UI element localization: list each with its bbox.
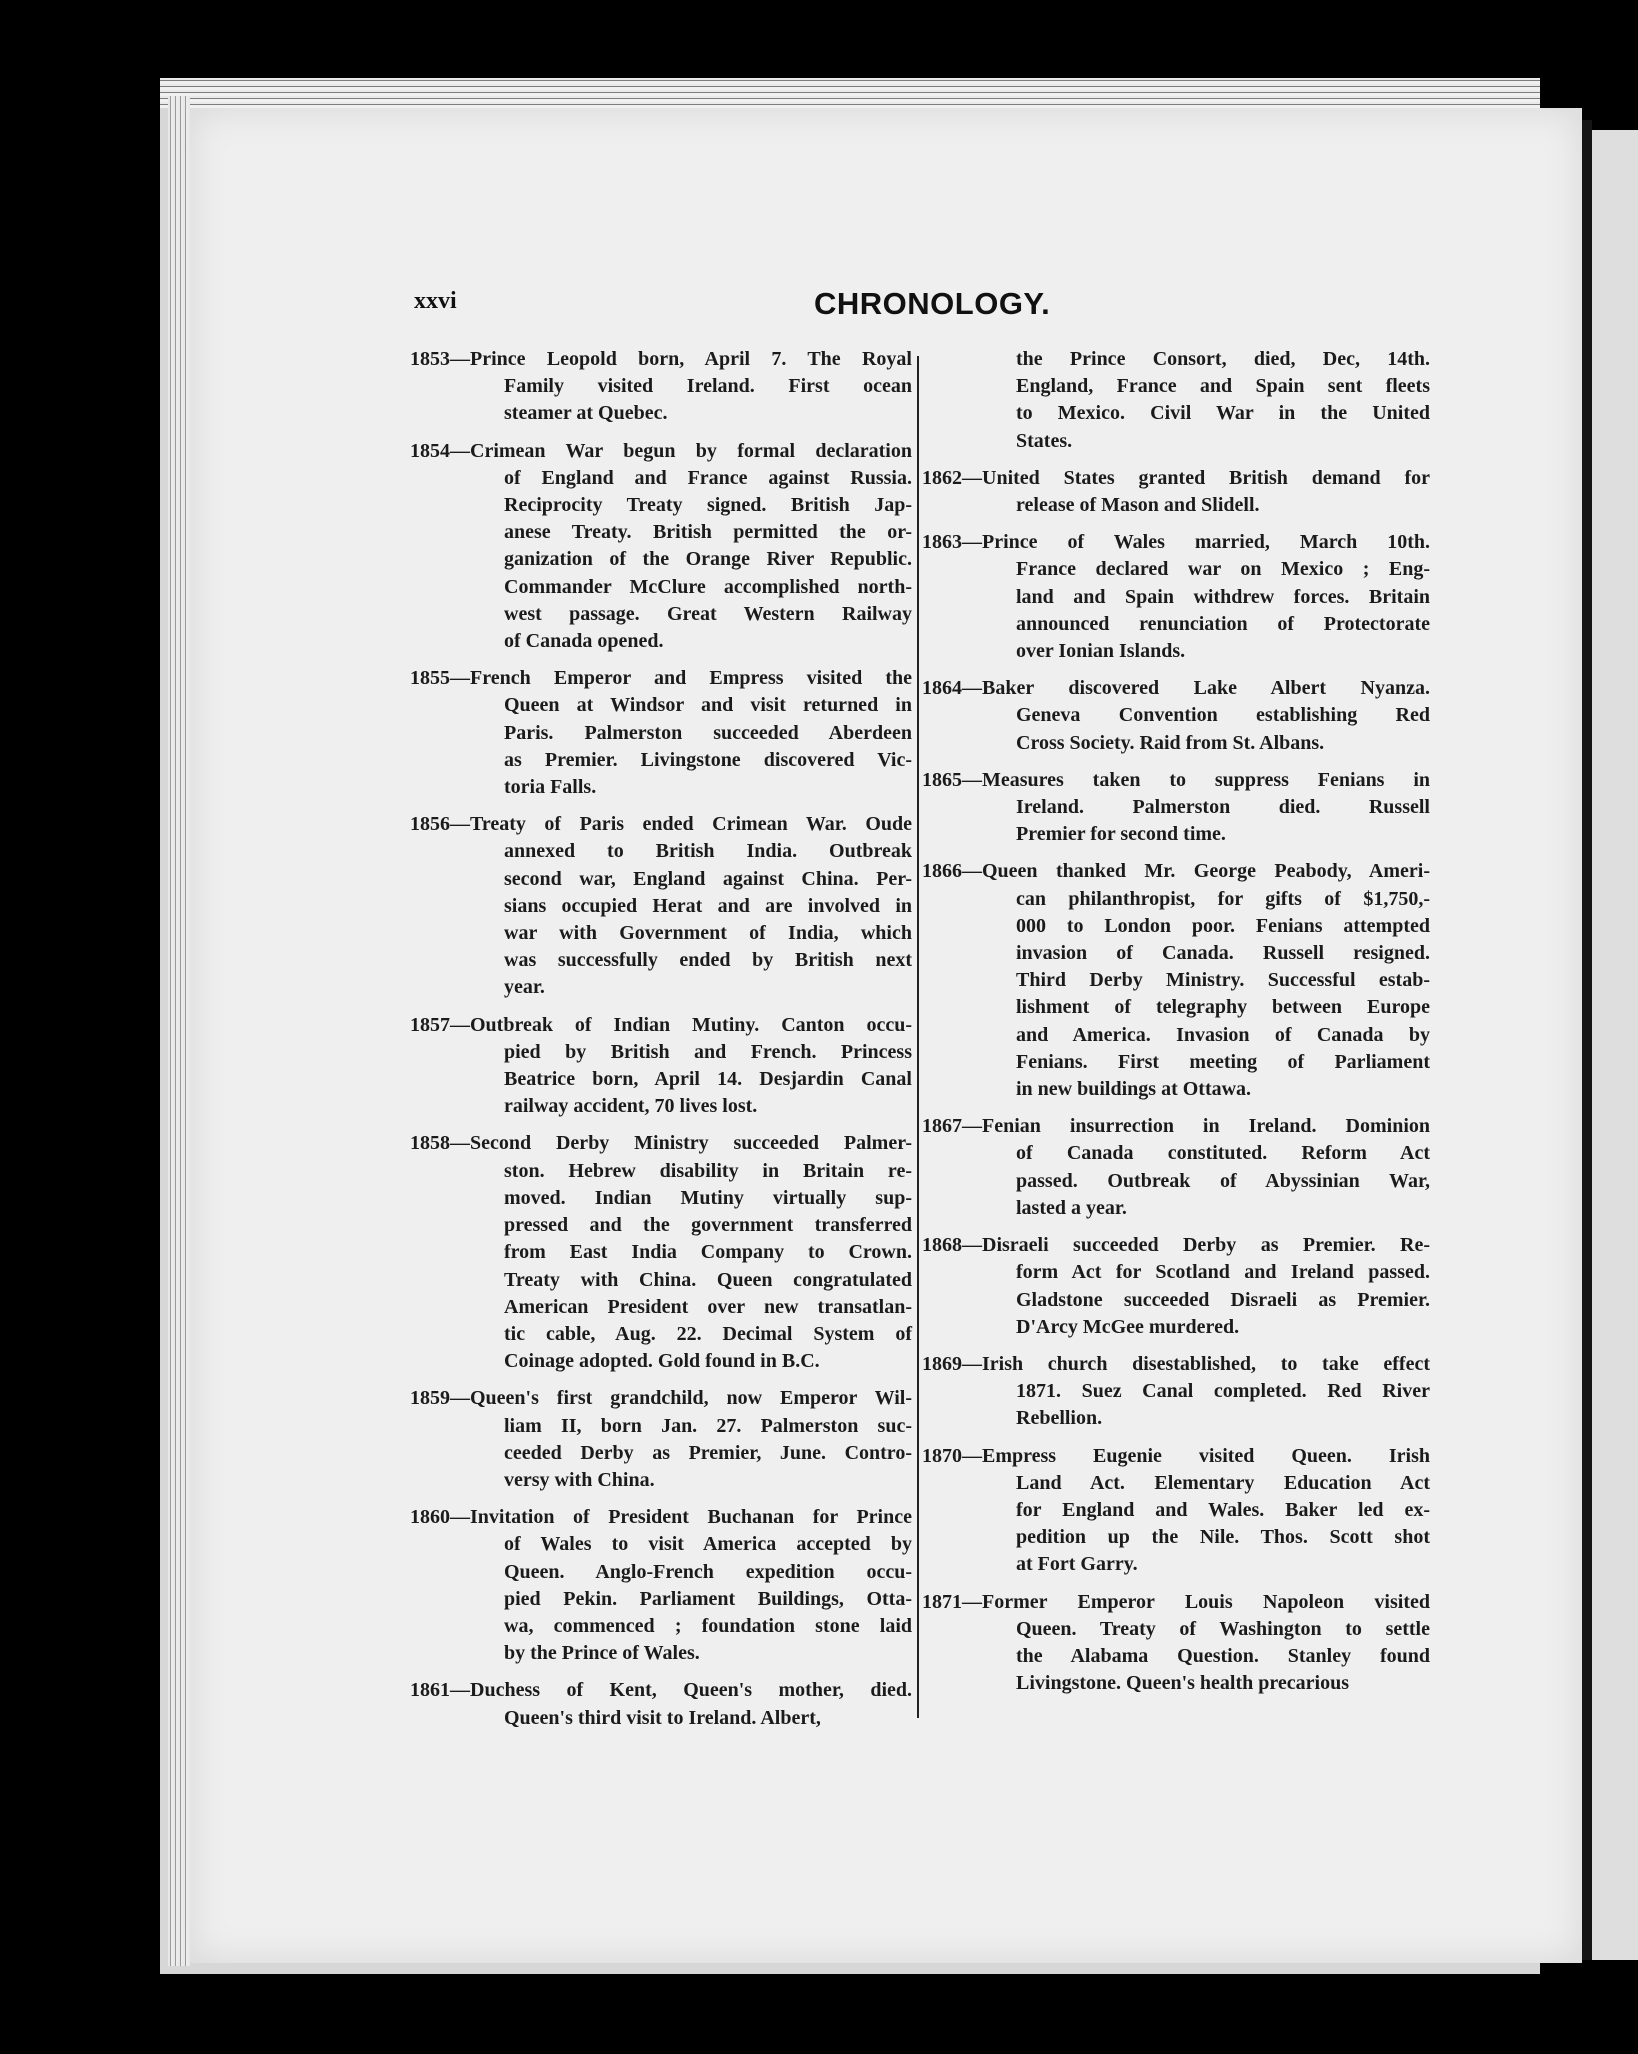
entry-line: form Act for Scotland and Ireland passed. — [1016, 1261, 1430, 1284]
entry-line: Family visited Ireland. First ocean — [504, 375, 912, 398]
entry-line: 1871. Suez Canal completed. Red River — [1016, 1380, 1430, 1403]
entry-line: Queen. Treaty of Washington to settle — [1016, 1617, 1430, 1640]
entry-line: the Alabama Question. Stanley found — [1016, 1644, 1430, 1667]
entry-line: sians occupied Herat and are involved in — [504, 894, 912, 917]
entry-line: pedition up the Nile. Thos. Scott shot — [1016, 1526, 1430, 1549]
entry-line: of England and France against Russia. — [504, 466, 912, 489]
book-top-edge — [160, 78, 1540, 108]
chronology-entry — [410, 1012, 912, 1121]
entry-line: to Mexico. Civil War in the United — [1016, 402, 1430, 425]
entry-line: 1857—Outbreak of Indian Mutiny. Canton occu- — [410, 1013, 912, 1036]
entry-line: of Canada opened. — [504, 630, 664, 653]
adjacent-page-strip — [1592, 130, 1638, 1960]
book-page-edges — [168, 96, 190, 1966]
entry-line: 1870—Empress Eugenie visited Queen. Irish — [922, 1444, 1430, 1467]
chronology-entry — [922, 1113, 1430, 1222]
chronology-entry — [410, 438, 912, 656]
entry-line: Land Act. Elementary Education Act — [1016, 1471, 1430, 1494]
chronology-entry — [410, 1385, 912, 1494]
entry-line: Rebellion. — [1016, 1407, 1103, 1430]
entry-line: over Ionian Islands. — [1016, 640, 1186, 663]
entry-line: Queen at Windsor and visit returned in — [504, 694, 912, 717]
chronology-entry — [922, 767, 1430, 849]
entry-line: 1859—Queen's first grandchild, now Emperor Wil- — [410, 1387, 912, 1410]
entry-line: lasted a year. — [1016, 1196, 1127, 1219]
entry-line: 1864—Baker discovered Lake Albert Nyanza. — [922, 677, 1430, 700]
entry-line: tic cable, Aug. 22. Decimal System of — [504, 1322, 912, 1345]
entry-line: from East India Company to Crown. — [504, 1241, 912, 1264]
entry-line: invasion of Canada. Russell resigned. — [1016, 942, 1430, 965]
entry-line: west passage. Great Western Railway — [504, 602, 912, 625]
page-number: xxvi — [414, 288, 457, 314]
chronology-entry — [922, 1589, 1430, 1698]
chronology-entry — [922, 1351, 1430, 1433]
entry-line: England, France and Spain sent fleets — [1016, 375, 1430, 398]
entry-line: 1854—Crimean War begun by formal declaration — [410, 439, 912, 462]
entry-line: Third Derby Ministry. Successful estab- — [1016, 969, 1430, 992]
entry-line: Treaty with China. Queen congratulated — [504, 1268, 912, 1291]
entry-line: pied by British and French. Princess — [504, 1040, 912, 1063]
entry-line: year. — [504, 976, 545, 999]
chronology-entry — [410, 1130, 912, 1375]
entry-line: Commander McClure accomplished north- — [504, 575, 912, 598]
entry-line: Queen's third visit to Ireland. Albert, — [504, 1706, 821, 1729]
entry-line: Livingstone. Queen's health precarious — [1016, 1672, 1349, 1695]
entry-line: toria Falls. — [504, 776, 597, 799]
entry-line: and America. Invasion of Canada by — [1016, 1023, 1430, 1046]
entry-line: D'Arcy McGee murdered. — [1016, 1315, 1240, 1338]
right-column — [922, 346, 1430, 1707]
entry-line: war with Government of India, which — [504, 922, 912, 945]
entry-line: versy with China. — [504, 1468, 655, 1491]
entry-line: 1856—Treaty of Paris ended Crimean War. Oude — [410, 813, 912, 836]
entry-line: second war, England against China. Per- — [504, 867, 912, 890]
page-header — [414, 286, 1464, 326]
entry-line: Fenians. First meeting of Parliament — [1016, 1050, 1430, 1073]
entry-line: Paris. Palmerston succeeded Aberdeen — [504, 721, 912, 744]
entry-line: Cross Society. Raid from St. Albans. — [1016, 731, 1325, 754]
chapter-title: CHRONOLOGY. — [814, 286, 1051, 321]
entry-line: release of Mason and Slidell. — [1016, 494, 1260, 517]
entry-line: passed. Outbreak of Abyssinian War, — [1016, 1169, 1430, 1192]
entry-line: in new buildings at Ottawa. — [1016, 1078, 1252, 1101]
entry-line: Queen. Anglo-French expedition occu- — [504, 1560, 912, 1583]
entry-line: announced renunciation of Protectorate — [1016, 612, 1430, 635]
entry-line: steamer at Quebec. — [504, 402, 668, 425]
entry-line: 1861—Duchess of Kent, Queen's mother, died. — [410, 1679, 912, 1702]
entry-line: pressed and the government transferred — [504, 1214, 912, 1237]
entry-line: 1867—Fenian insurrection in Ireland. Dominion — [922, 1115, 1430, 1138]
chronology-entry — [410, 346, 912, 428]
entry-line: the Prince Consort, died, Dec, 14th. — [1016, 348, 1430, 370]
chronology-entry-continued — [922, 346, 1430, 455]
entry-line: 1858—Second Derby Ministry succeeded Palmer- — [410, 1132, 912, 1155]
entry-line: 000 to London poor. Fenians attempted — [1016, 914, 1430, 937]
left-column — [410, 346, 912, 1742]
chronology-entry — [922, 675, 1430, 757]
entry-line: States. — [1016, 429, 1073, 452]
column-divider — [917, 356, 919, 1718]
entry-line: railway accident, 70 lives lost. — [504, 1095, 758, 1118]
entry-line: Reciprocity Treaty signed. British Jap- — [504, 494, 912, 517]
entry-line: 1860—Invitation of President Buchanan for Prince — [410, 1506, 912, 1529]
entry-line: by the Prince of Wales. — [504, 1642, 700, 1665]
entry-line: moved. Indian Mutiny virtually sup- — [504, 1186, 912, 1209]
entry-line: 1863—Prince of Wales married, March 10th. — [922, 531, 1430, 554]
entry-line: for England and Wales. Baker led ex- — [1016, 1498, 1430, 1521]
chronology-entry — [922, 1232, 1430, 1341]
chronology-entry — [922, 465, 1430, 519]
entry-line: land and Spain withdrew forces. Britain — [1016, 585, 1430, 608]
chronology-entry — [922, 1443, 1430, 1579]
entry-line: Coinage adopted. Gold found in B.C. — [504, 1350, 820, 1373]
entry-line: liam II, born Jan. 27. Palmerston suc- — [504, 1414, 912, 1437]
entry-line: wa, commenced ; foundation stone laid — [504, 1614, 912, 1637]
entry-line: annexed to British India. Outbreak — [504, 840, 912, 863]
entry-line: 1868—Disraeli succeeded Derby as Premier. Re- — [922, 1234, 1430, 1257]
entry-line: 1871—Former Emperor Louis Napoleon visited — [922, 1590, 1430, 1613]
entry-line: 1855—French Emperor and Empress visited the — [410, 667, 912, 690]
entry-line: anese Treaty. British permitted the or- — [504, 521, 912, 544]
entry-line: 1869—Irish church disestablished, to take effect — [922, 1352, 1430, 1375]
entry-line: pied Pekin. Parliament Buildings, Otta- — [504, 1587, 912, 1610]
entry-line: lishment of telegraphy between Europe — [1016, 996, 1430, 1019]
entry-line: ston. Hebrew disability in Britain re- — [504, 1159, 912, 1182]
entry-line: ceeded Derby as Premier, June. Contro- — [504, 1441, 912, 1464]
book-spine-shadow — [1582, 120, 1592, 1960]
chronology-entry — [922, 529, 1430, 665]
entry-line: Premier for second time. — [1016, 823, 1226, 846]
entry-line: of Wales to visit America accepted by — [504, 1533, 912, 1556]
chronology-entry — [410, 811, 912, 1001]
entry-line: Ireland. Palmerston died. Russell — [1016, 796, 1430, 819]
chronology-entry — [922, 858, 1430, 1103]
entry-line: 1865—Measures taken to suppress Fenians in — [922, 768, 1430, 791]
entry-line: as Premier. Livingstone discovered Vic- — [504, 748, 912, 771]
entry-line: can philanthropist, for gifts of $1,750,- — [1016, 887, 1430, 910]
chronology-entry — [410, 665, 912, 801]
entry-line: of Canada constituted. Reform Act — [1016, 1142, 1430, 1165]
chronology-entry — [410, 1504, 912, 1667]
chronology-entry — [410, 1677, 912, 1731]
entry-line: at Fort Garry. — [1016, 1553, 1138, 1576]
entry-line: American President over new transatlan- — [504, 1295, 912, 1318]
entry-line: 1866—Queen thanked Mr. George Peabody, Ameri- — [922, 860, 1430, 883]
entry-line: Gladstone succeeded Disraeli as Premier. — [1016, 1288, 1430, 1311]
entry-line: 1862—United States granted British demand for — [922, 466, 1430, 489]
entry-line: was successfully ended by British next — [504, 949, 912, 972]
entry-line: ganization of the Orange River Republic. — [504, 548, 912, 571]
entry-line: Geneva Convention establishing Red — [1016, 704, 1430, 727]
entry-line: 1853—Prince Leopold born, April 7. The Royal — [410, 348, 912, 370]
entry-line: France declared war on Mexico ; Eng- — [1016, 558, 1430, 581]
entry-line: Beatrice born, April 14. Desjardin Canal — [504, 1068, 912, 1091]
